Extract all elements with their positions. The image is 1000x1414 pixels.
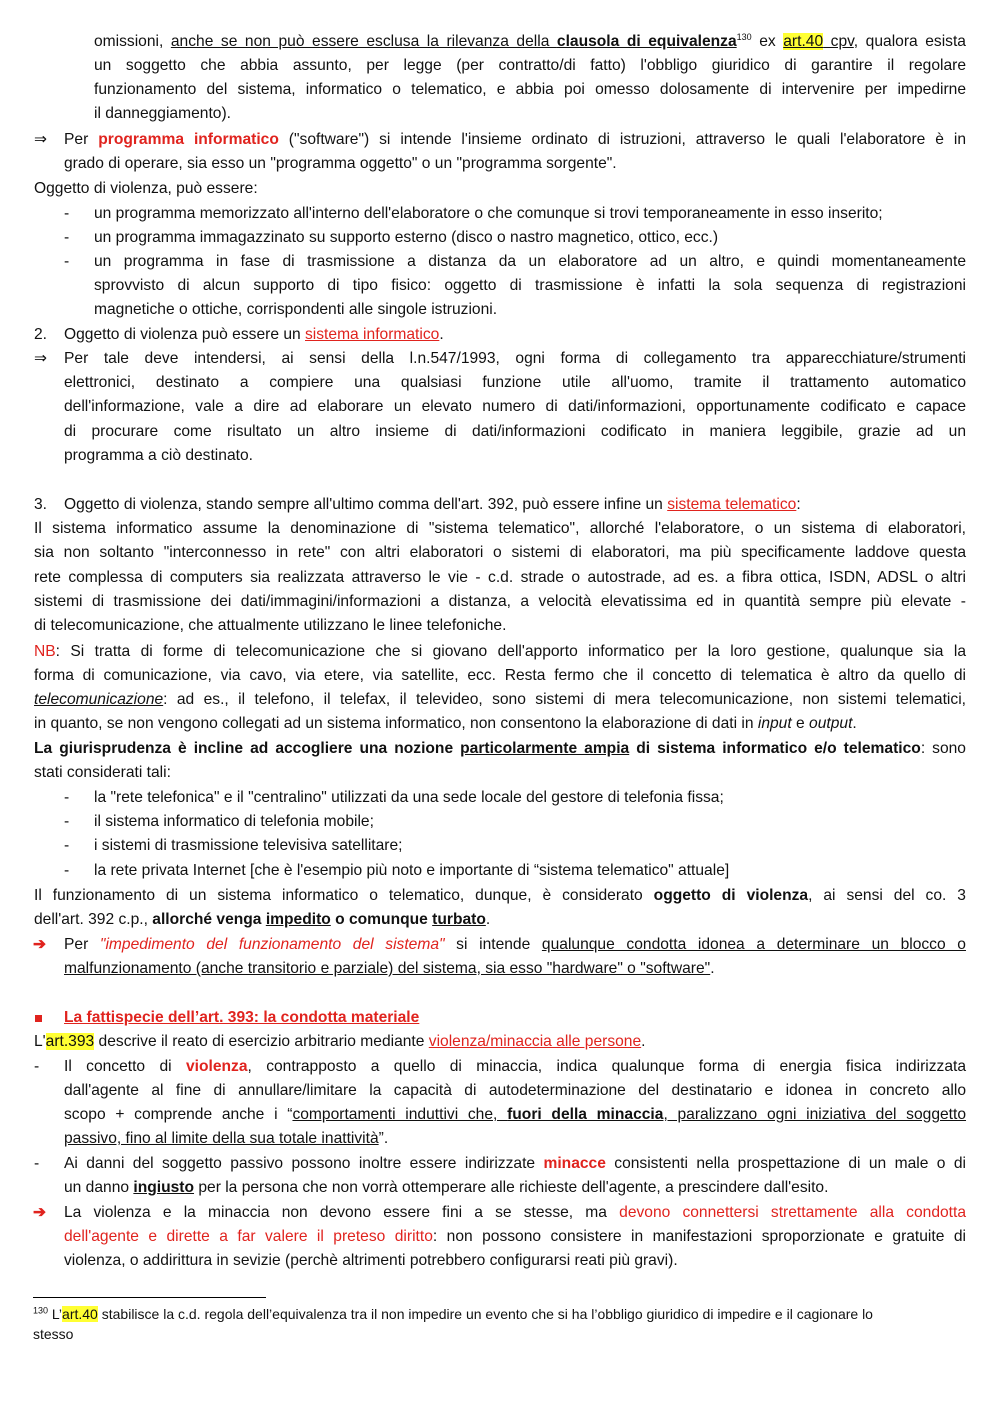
paragraph-line: funzionamento del sistema, informatico o telematico, e abbia poi omesso dolosamente di intervenire per impedirne xyxy=(94,81,966,98)
nb-paragraph-line: NB: Si tratta di forme di telecomunicazione che si giovano dell'apporto informatico per la loro gestione, qualunque sia la xyxy=(34,643,966,660)
paragraph-line: dell'informazione, vale a dire ad elaborare un elevato numero di dati/informazioni, opportunamente codificato e capace xyxy=(64,398,966,415)
dash-bullet: - xyxy=(34,1058,40,1075)
paragraph-line: un soggetto che abbia assunto, per legge (per contratto/di fatto) l'obbligo giuridico di garantire il regolare xyxy=(94,57,966,74)
paragraph-line: La violenza e la minaccia non devono essere fini a se stesse, ma devono connettersi strettamente alla condotta xyxy=(64,1204,966,1221)
paragraph-line: La giurisprudenza è incline ad accogliere una nozione particolarmente ampia di sistema informatico e/o telematico: sono xyxy=(34,740,966,757)
paragraph-line: Per tale deve intendersi, ai sensi della l.n.547/1993, ogni forma di collegamento tra apparecchiature/strumenti xyxy=(64,350,966,367)
paragraph-line: Per "impedimento del funzionamento del sistema" si intende qualunque condotta idonea a determinare un blocco o xyxy=(64,936,966,953)
paragraph-line: Per programma informatico ("software") si intende l'insieme ordinato di istruzioni, attraverso le quali l'elaboratore è in xyxy=(64,131,966,148)
dash-bullet: - xyxy=(64,789,70,806)
list-item: i sistemi di trasmissione televisiva satellitare; xyxy=(94,837,403,854)
section-heading: La fattispecie dell’art. 393: la condotta materiale xyxy=(64,1009,420,1026)
paragraph-line: Il sistema informatico assume la denominazione di "sistema telematico", allorché l'elaboratore, o un sistema di elaboratori, xyxy=(34,520,966,537)
list-item: un programma memorizzato all'interno dell'elaboratore o che comunque si trovi temporaneamente in esso inserito; xyxy=(94,205,883,222)
dash-bullet: - xyxy=(64,205,70,222)
paragraph-line: Il concetto di violenza, contrapposto a quello di minaccia, indica qualunque forma di energia fisica indirizzata xyxy=(64,1058,966,1075)
paragraph-line: sia non soltanto "interconnesso in rete" con altri elaboratori o sistemi di elaboratori, ma più specificamente laddove questa xyxy=(34,544,966,561)
paragraph-line: forma di comunicazione, via cavo, via etere, via satellite, ecc. Resta fermo che il concetto di telematica è altro da quello di xyxy=(34,667,966,684)
paragraph-line: L'art.393 descrive il reato di esercizio arbitrario mediante violenza/minaccia alle persone. xyxy=(34,1033,646,1050)
paragraph-line: programma a ciò destinato. xyxy=(64,447,253,464)
nb-label: NB xyxy=(34,643,56,660)
paragraph-line: di procurare come risultato un altro insieme di dati/informazioni codificato in maniera leggibile, grazie ad un xyxy=(64,423,966,440)
paragraph-line: sistemi di trasmissione dei dati/immagini/informazioni a distanza, a velocità elevatissima ed in quantità sempre più elevate - xyxy=(34,593,966,610)
footnote-number: 130 xyxy=(33,1305,49,1316)
dash-bullet: - xyxy=(64,837,70,854)
implies-arrow-icon: ⇒ xyxy=(34,350,48,367)
paragraph-line: un danno ingiusto per la persona che non vorrà ottemperare alle richieste dell'agente, a prescindere dall'esito. xyxy=(64,1179,829,1196)
list-item: sprovvisto di alcun supporto di tipo fisico: oggetto di trasmissione è infatti la sola sequenza di registrazioni xyxy=(94,277,966,294)
oggetto-heading: Oggetto di violenza, può essere: xyxy=(34,180,258,197)
dash-bullet: - xyxy=(64,862,70,879)
paragraph-line: dell'art. 392 c.p., allorché venga impedito o comunque turbato. xyxy=(34,911,491,928)
highlight: art.40 xyxy=(62,1306,98,1322)
red-square-bullet-icon xyxy=(35,1006,42,1030)
paragraph-line: elettronici, destinato a compiere una qualsiasi funzione utile all'uomo, tramite il trattamento automatico xyxy=(64,374,966,391)
dash-bullet: - xyxy=(64,229,70,246)
footnote-separator xyxy=(33,1297,266,1298)
highlight: art.393 xyxy=(45,1033,95,1050)
implies-arrow-icon: ⇒ xyxy=(34,131,48,148)
paragraph-line: telecomunicazione: ad es., il telefono, il telefax, il televideo, sono sistemi di mera telecomunicazione, non sistemi telematici, xyxy=(34,691,966,708)
dash-bullet: - xyxy=(64,813,70,830)
list-number: 3. xyxy=(34,496,48,513)
paragraph-line: stati considerati tali: xyxy=(34,764,171,781)
paragraph-line: Ai danni del soggetto passivo possono inoltre essere indirizzate minacce consistenti nella prospettazione di un male o di xyxy=(64,1155,967,1172)
red-arrow-icon: ➔ xyxy=(33,1204,47,1221)
paragraph-line: violenza, o addirittura in sevizie (perchè altrimenti potrebbero configurarsi reati più gravi). xyxy=(64,1252,678,1269)
paragraph-line: malfunzionamento (anche transitorio e parziale) del sistema, sia esso "hardware" o "software". xyxy=(64,960,715,977)
list-number: 2. xyxy=(34,326,48,343)
paragraph-line: di telecomunicazione, che attualmente utilizzano le linee telefoniche. xyxy=(34,617,507,634)
paragraph-line: passivo, fino al limite della sua totale inattività”. xyxy=(64,1130,389,1147)
dash-bullet: - xyxy=(34,1155,40,1172)
paragraph-line: scopo + comprende anche i “comportamenti induttivi che, fuori della minaccia, paralizzano ogni iniziativa del soggetto xyxy=(64,1106,967,1123)
footnote: $^{130}$ L’art.40 stabilisce la c.d. regola dell’equivalenza tra il non impedire un evento che si ha l’obbligo giuridico di impedire e il cagionare lo stesso xyxy=(33,1305,873,1342)
paragraph-line: Oggetto di violenza, stando sempre all'ultimo comma dell'art. 392, può essere infine un sistema telematico: xyxy=(64,496,801,513)
list-item: un programma immagazzinato su supporto esterno (disco o nastro magnetico, ottico, ecc.) xyxy=(94,229,719,246)
paragraph-line: Il funzionamento di un sistema informatico o telematico, dunque, è considerato oggetto di violenza, ai sensi del co. 3 xyxy=(34,887,966,904)
list-item: un programma in fase di trasmissione a distanza da un elaboratore ad un altro, e quindi momentaneamente xyxy=(94,253,966,270)
footnote-ref: 130 xyxy=(736,31,752,42)
list-item: magnetiche o ottiche, corrispondenti alle singole istruzioni. xyxy=(94,301,498,318)
red-arrow-icon: ➔ xyxy=(33,936,47,953)
dash-bullet: - xyxy=(64,253,70,270)
paragraph-line: dall'agente al fine di annullare/limitare la capacità di autodeterminazione del destinatario e idonea in concreto allo xyxy=(64,1082,966,1099)
list-item: la rete privata Internet [che è l'esempio più noto e importante di “sistema telematico" attuale] xyxy=(94,862,730,879)
list-item: il sistema informatico di telefonia mobile; xyxy=(94,813,374,830)
paragraph-line: dell'agente e dirette a far valere il preteso diritto: non possono consistere in manifestazioni sproporzionate e gratuite di xyxy=(64,1228,966,1245)
highlight: art.40 xyxy=(783,33,824,50)
paragraph-line: rete complessa di computers sia realizzata attraverso le vie - c.d. strade o autostrade, ad es. a fibra ottica, ISDN, ADSL o altri xyxy=(34,569,966,586)
list-item: la "rete telefonica" e il "centralino" utilizzati da una sede locale del gestore di telefonia fissa; xyxy=(94,789,724,806)
paragraph-line: Oggetto di violenza può essere un sistema informatico. xyxy=(64,326,444,343)
paragraph-line: omissioni, anche se non può essere esclusa la rilevanza della clausola di equivalenza$^{130}$ ex art.40 cpv, qualora esista xyxy=(94,31,966,50)
paragraph-line: grado di operare, sia esso un "programma oggetto" o un "programma sorgente". xyxy=(64,155,617,172)
paragraph-line: il danneggiamento). xyxy=(94,105,231,122)
paragraph-line: in quanto, se non vengono collegati ad un sistema informatico, non consentono la elaborazione di dati in input e output. xyxy=(34,715,857,732)
